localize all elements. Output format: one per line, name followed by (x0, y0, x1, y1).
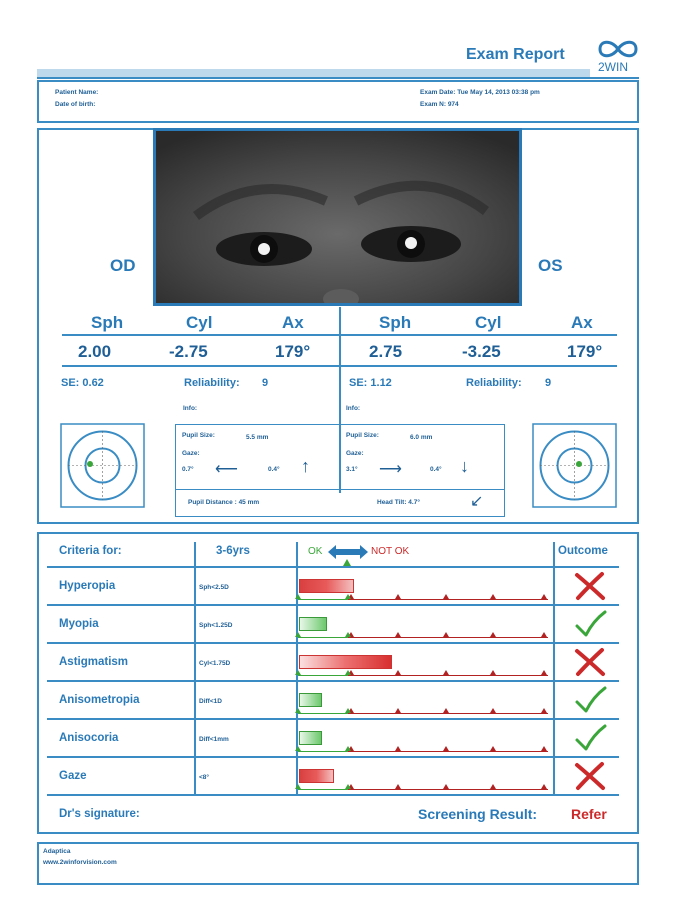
criteria-ok-track (298, 751, 348, 752)
infinity-logo-icon (596, 38, 640, 60)
os-pupil-size-value: 6.0 mm (410, 434, 433, 441)
eye-divider (339, 307, 341, 493)
report-title: Exam Report (466, 46, 565, 63)
eyes-image (156, 131, 519, 303)
od-gaze-v-value: 0.4° (268, 466, 280, 473)
fail-x-icon (573, 761, 607, 791)
criteria-bar-tick (295, 746, 301, 751)
ok-label: OK (308, 546, 323, 557)
fail-x-icon (573, 647, 607, 677)
not-ok-label: NOT OK (371, 546, 410, 557)
age-range-label: 3-6yrs (216, 545, 250, 557)
os-gaze-label: Gaze: (346, 450, 364, 457)
header-bar (37, 69, 590, 77)
criteria-value-bar (299, 731, 322, 745)
criteria-bar-tick (541, 594, 547, 599)
criteria-bar-tick (541, 670, 547, 675)
gaze-box-mid (175, 489, 505, 490)
criteria-bar-tick (490, 708, 496, 713)
criteria-threshold-tick (345, 708, 351, 713)
criteria-row-separator (47, 642, 619, 644)
od-reliability-label: Reliability: (184, 377, 240, 389)
criteria-ok-track (298, 599, 348, 600)
pass-check-icon (574, 685, 608, 715)
criteria-ok-track (298, 713, 348, 714)
od-info-label: Info: (183, 405, 198, 412)
dob-label: Date of birth: (55, 101, 96, 108)
gaze-box-top (175, 424, 505, 425)
os-sph-value: 2.75 (369, 342, 403, 361)
od-sph-value: 2.00 (78, 342, 112, 361)
criteria-row-name: Astigmatism (59, 656, 129, 668)
criteria-row-name: Anisometropia (59, 694, 140, 706)
criteria-row-name: Anisocoria (59, 732, 119, 744)
logo-text: 2WIN (598, 60, 628, 74)
criteria-value-bar (299, 693, 322, 707)
footer-url: www.2winforvision.com (43, 859, 117, 866)
od-pupil-size-value: 5.5 mm (246, 434, 269, 441)
criteria-threshold-tick (345, 670, 351, 675)
pass-check-icon (574, 609, 608, 639)
criteria-bar-tick (295, 708, 301, 713)
os-reliability-value: 9 (545, 377, 552, 389)
screening-result-label: Screening Result: (418, 806, 538, 822)
od-reliability-value: 9 (262, 377, 269, 389)
criteria-value-bar (299, 617, 327, 631)
criteria-bar-tick (541, 632, 547, 637)
criteria-ok-track (298, 789, 348, 790)
os-gaze-v-value: 0.4° (430, 466, 442, 473)
pupil-distance: Pupil Distance : 45 mm (188, 499, 260, 506)
criteria-value-bar (299, 579, 354, 593)
criteria-bar-tick (395, 670, 401, 675)
exam-date: Exam Date: Tue May 14, 2013 03:38 pm (420, 89, 540, 96)
criteria-row-separator (47, 794, 619, 796)
header-line (37, 77, 639, 79)
criteria-bar-tick (295, 594, 301, 599)
signature-label: Dr's signature: (59, 808, 140, 820)
criteria-value-bar (299, 655, 392, 669)
criteria-row-separator (47, 718, 619, 720)
criteria-bar-tick (295, 670, 301, 675)
os-ax-label: Ax (571, 313, 593, 332)
criteria-ok-track (298, 637, 348, 638)
criteria-bar-tick (541, 784, 547, 789)
od-ax-value: 179° (275, 342, 311, 361)
od-se: SE: 0.62 (61, 377, 104, 389)
threshold-marker-icon (343, 559, 351, 566)
criteria-bar-tick (295, 632, 301, 637)
od-label: OD (110, 256, 136, 275)
criteria-row-name: Hyperopia (59, 580, 116, 592)
od-gaze-target-icon (60, 423, 145, 508)
criteria-bar-tick (443, 708, 449, 713)
criteria-bar-tick (490, 632, 496, 637)
criteria-bar-tick (443, 670, 449, 675)
criteria-bar-tick (395, 746, 401, 751)
criteria-row-separator (47, 756, 619, 758)
gaze-box-left (175, 424, 176, 516)
criteria-bar-tick (395, 632, 401, 637)
criteria-row-separator (47, 566, 619, 568)
criteria-row-name: Myopia (59, 618, 99, 630)
criteria-row-threshold: Diff<1D (199, 698, 222, 705)
criteria-bar-tick (395, 708, 401, 713)
criteria-bar-tick (541, 746, 547, 751)
os-gaze-h-arrow-icon: ⟶ (379, 461, 402, 478)
criteria-row-threshold: <8° (199, 774, 210, 781)
od-gaze-h-arrow-icon: ⟵ (215, 461, 238, 478)
os-gaze-v-arrow-icon: ↓ (460, 456, 469, 476)
os-gaze-target-icon (532, 423, 617, 508)
criteria-header-label: Criteria for: (59, 545, 122, 557)
os-cyl-value: -3.25 (462, 342, 501, 361)
criteria-row-threshold: Cyl<1.75D (199, 660, 231, 667)
footer-company: Adaptica (43, 848, 71, 855)
eye-photo (153, 128, 522, 306)
criteria-bar-tick (295, 784, 301, 789)
fail-x-icon (573, 571, 607, 601)
double-arrow-icon (327, 544, 369, 560)
criteria-bar-tick (490, 746, 496, 751)
criteria-value-bar (299, 769, 334, 783)
criteria-row-separator (47, 604, 619, 606)
os-info-label: Info: (346, 405, 361, 412)
os-cyl-label: Cyl (475, 313, 502, 332)
os-gaze-h-value: 3.1° (346, 466, 358, 473)
criteria-bar-tick (443, 784, 449, 789)
criteria-bar-tick (490, 594, 496, 599)
criteria-bar-tick (541, 708, 547, 713)
pass-check-icon (574, 723, 608, 753)
od-gaze-label: Gaze: (182, 450, 200, 457)
os-pupil-size-label: Pupil Size: (346, 432, 379, 439)
criteria-bar-tick (395, 594, 401, 599)
criteria-threshold-tick (345, 784, 351, 789)
criteria-bar-tick (443, 632, 449, 637)
criteria-bar-tick (443, 594, 449, 599)
criteria-bar-tick (443, 746, 449, 751)
outcome-label: Outcome (558, 545, 608, 557)
od-cyl-value: -2.75 (169, 342, 208, 361)
criteria-row-name: Gaze (59, 770, 87, 782)
criteria-threshold-tick (345, 594, 351, 599)
os-reliability-label: Reliability: (466, 377, 522, 389)
od-cyl-label: Cyl (186, 313, 213, 332)
od-pupil-size-label: Pupil Size: (182, 432, 215, 439)
criteria-threshold-tick (345, 632, 351, 637)
gaze-box-right (504, 424, 505, 516)
criteria-bar-tick (490, 670, 496, 675)
criteria-row-threshold: Sph<2.5D (199, 584, 229, 591)
footer-box (37, 842, 639, 885)
os-ax-value: 179° (567, 342, 603, 361)
screening-result-value: Refer (571, 806, 607, 822)
head-tilt-arrow-icon: ↙ (470, 493, 484, 510)
criteria-row-threshold: Diff<1mm (199, 736, 229, 743)
exam-number: Exam N: 974 (420, 101, 459, 108)
criteria-bar-tick (395, 784, 401, 789)
os-label: OS (538, 256, 563, 275)
od-gaze-v-arrow-icon: ↑ (301, 456, 310, 476)
os-sph-label: Sph (379, 313, 412, 332)
criteria-threshold-tick (345, 746, 351, 751)
od-ax-label: Ax (282, 313, 304, 332)
gaze-box-bottom (175, 516, 505, 517)
criteria-row-threshold: Sph<1.25D (199, 622, 233, 629)
od-gaze-h-value: 0.7° (182, 466, 194, 473)
od-sph-label: Sph (91, 313, 124, 332)
table-bottom-line (62, 365, 617, 367)
patient-info-box (37, 80, 639, 123)
os-se: SE: 1.12 (349, 377, 392, 389)
patient-name-label: Patient Name: (55, 89, 99, 96)
criteria-ok-track (298, 675, 348, 676)
head-tilt: Head Tilt: 4.7° (377, 499, 420, 506)
criteria-bar-tick (490, 784, 496, 789)
criteria-row-separator (47, 680, 619, 682)
